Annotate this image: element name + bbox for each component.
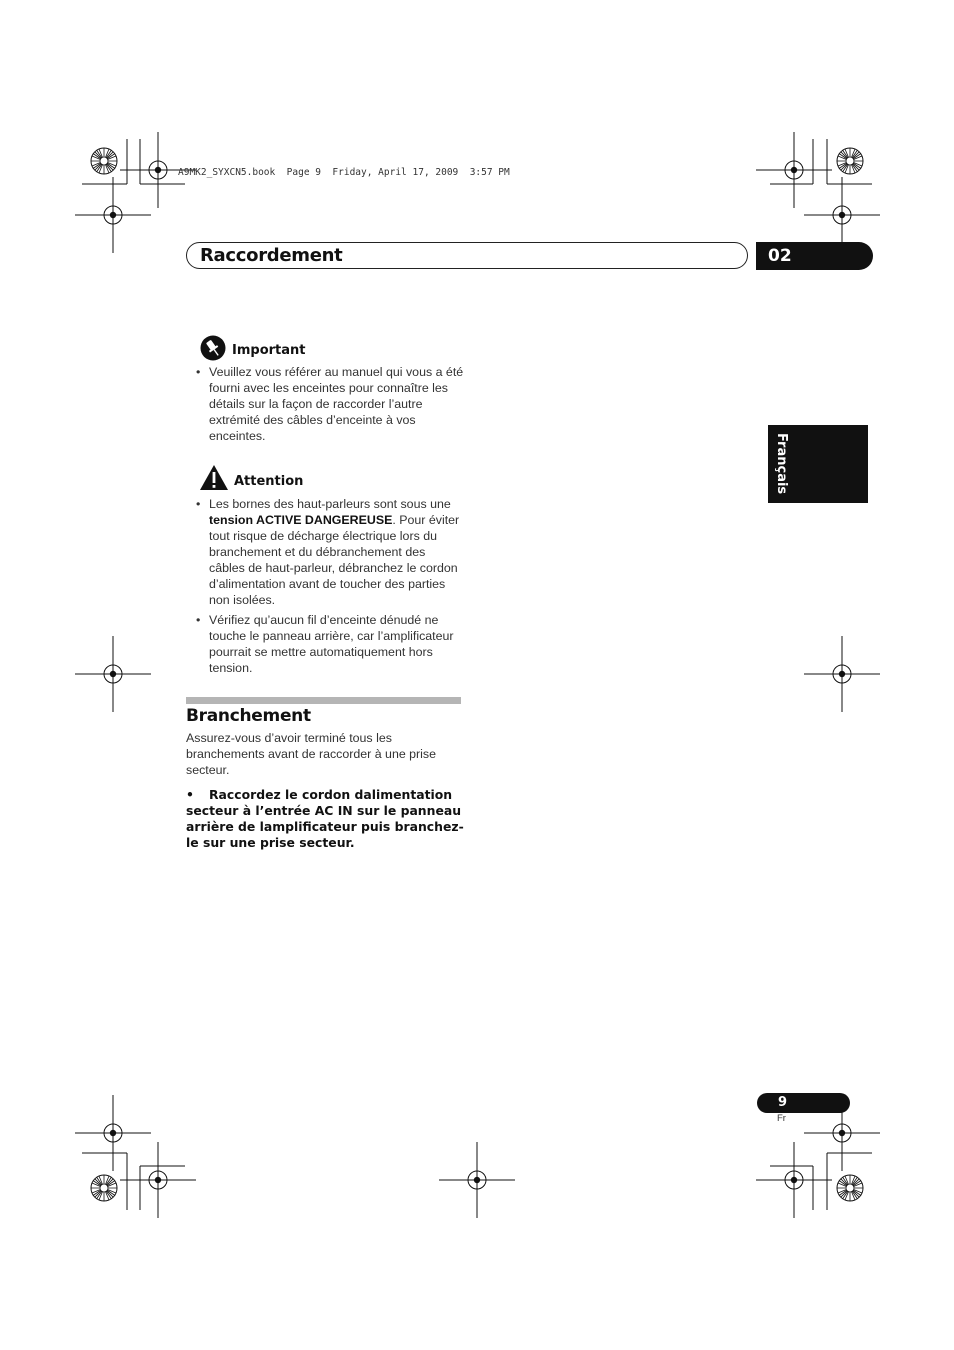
- section-title: Branchement: [186, 706, 311, 726]
- page-number: 9: [778, 1095, 788, 1110]
- attention-heading: Attention: [234, 474, 304, 489]
- star-target-top-left: [91, 148, 117, 174]
- section-rule: [186, 697, 461, 704]
- important-icon: [200, 335, 226, 361]
- star-target-bottom-right: [837, 1175, 863, 1201]
- language-tab-label: Français: [774, 433, 789, 495]
- important-list: [186, 364, 464, 448]
- section-paragraph: Assurez-vous d’avoir terminé tous les branchements avant de raccorder à une prise secteur.: [186, 731, 437, 777]
- chapter-number: 02: [768, 246, 792, 266]
- language-tab: [768, 425, 868, 503]
- print-header: A9MK2_SYXCN5.book Page 9 Friday, April 17, 2009 3:57 PM: [178, 167, 510, 178]
- star-target-bottom-left: [91, 1175, 117, 1201]
- chapter-number-badge: [756, 242, 873, 270]
- instruction-step: • Raccordez le cordon dalimentation secteur à l’entrée AC IN sur le panneau arrière de lamplificateur puis branchez-le sur une prise secteur.: [186, 787, 464, 850]
- list-item: • Vérifiez qu’aucun fil d’enceinte dénudé ne touche le panneau arrière, car l’amplificateur pourrait se mettre automatiquement hors tension.: [196, 613, 454, 675]
- page-language-code: Fr: [777, 1113, 786, 1124]
- important-heading: Important: [232, 343, 306, 358]
- chapter-title: Raccordement: [200, 245, 343, 266]
- page-number-pill: [757, 1093, 850, 1113]
- warning-triangle-icon: [199, 464, 229, 492]
- star-target-top-right: [837, 148, 863, 174]
- attention-list: [186, 496, 464, 680]
- list-item: • Les bornes des haut-parleurs sont sous une tension ACTIVE DANGEREUSE. Pour éviter tout risque de décharge électrique lors du branchement et du débranchement des câbles de haut-parleur, débranchez le cordon d’alimentation avant de toucher des parties non isolées.: [196, 497, 460, 607]
- list-item: • Veuillez vous référer au manuel qui vous a été fourni avec les enceintes pour connaître les détails sur la façon de raccorder l’autre extrémité des câbles d’enceinte à vos enceintes.: [196, 365, 464, 443]
- danger-voltage-text: tension ACTIVE DANGEREUSE: [209, 513, 393, 527]
